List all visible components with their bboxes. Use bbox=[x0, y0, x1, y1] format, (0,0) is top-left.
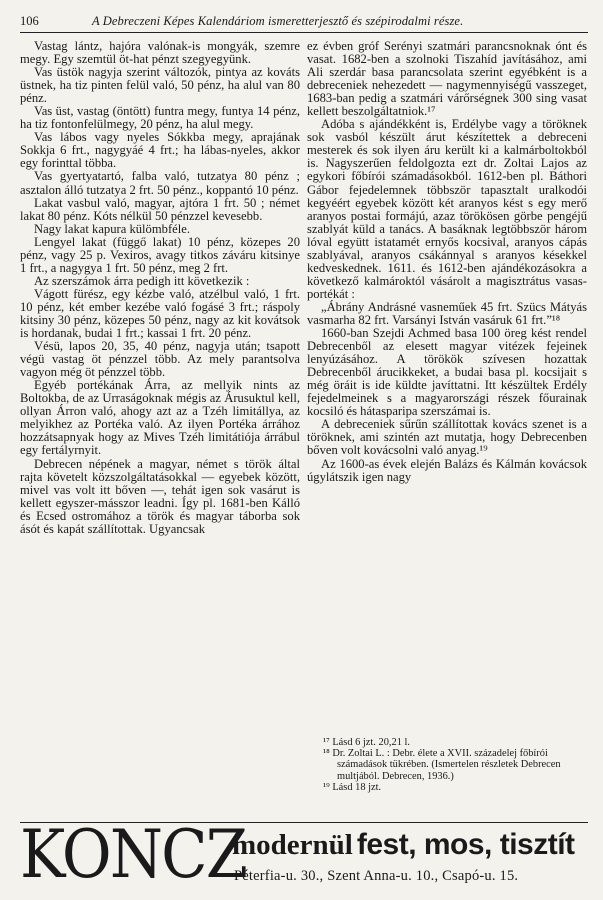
right-column bbox=[307, 40, 587, 484]
left-column-paragraph: Vésü, lapos 20, 35, 40 pénz, nagyja után; tsapott végü vastag öt pénzzel több. Az mely parantsolva vagyon még öt pénzzel több. bbox=[20, 339, 300, 380]
footnotes bbox=[307, 737, 587, 793]
advert-addresses: Péterfia-u. 30., Szent Anna-u. 10., Csapó-u. 15. bbox=[234, 868, 519, 884]
advertisement bbox=[20, 816, 588, 893]
left-column bbox=[20, 40, 300, 536]
left-column-paragraph: Vas gyertyatartó, falba való, tutzatya 80 pénz ; asztalon álló tutzatya 2 frt. 50 pénz., koppantó 10 pénz. bbox=[20, 169, 300, 197]
advert-slogan-main: fest, mos, tisztít bbox=[356, 828, 575, 861]
left-column-paragraph: Lengyel lakat (függő lakat) 10 pénz, közepes 20 pénz, vagy 25 p. Vexiros, avagy titkos záváru kitsinye 1 frt., a nagygya 1 frt. 50 pénz, meg 2 frt. bbox=[20, 234, 300, 275]
page-header bbox=[20, 10, 588, 33]
right-column-paragraph: Adóba s ajándékként is, Erdélybe vagy a töröknek sok vasból készült árut készítettek a debreceni mesterek és sok ilyen áru került ki a kalmárboltokból is. Nagyszerűen feldolgozta ezt dr. Zoltai Lajos az egykori főbírói számadásokból. 1612-ben pl. Báthori Gábor fejedelemnek többször tapasztalt uralkodói kegyéért egyebek között két aranyos kést s egy merő aranyos postai formájú, azaz törökösen görbe pengéjű szablyát küld a tanács. A basáknak legtöbbször három lóval együtt istatamét ernyős kocsival, aranyos cápás szablyával, aranyos csákánnyal s aranyos késekkel kedveskednek. 1611. és 1612-ben ajándékozásokra a következő kalmároktól vásárolt a magisztrátus vasas-portékát : bbox=[307, 117, 587, 301]
left-column-paragraph: Vastag lántz, hajóra valónak-is mongyák, szemre megy. Egy szemtül öt-hat pénzt szegyegyünk. bbox=[20, 39, 300, 67]
left-column-paragraph: Egyéb portékának Árra, az mellyik nints az Boltokba, de az Urraságoknak mégis az Árusuktul kell, ollyan Árron való, ahogy azt az a Tzéh limitállya, az melyikhez az Portéka való. Az ilyen Portéka árrához hozzátsapnyak hogy az Mives Tzéh limitátiója árrábul egy fertályrnyit. bbox=[20, 378, 300, 458]
right-column-paragraph: 1660-ban Szejdi Achmed basa 100 öreg kést rendel Debrecenből az elesett magyar vitézek fejeinek lenyúzásához. A törökök szívesen hozattak Debrecenből árucikkeket, a budai basa pl. kocsijait s még öráit is ide küldte javíttatni. Itt készültek Erdély fejedelmeinek s a magyarországi részek főurainak kocsiló és hátasparipa szerszámai is. bbox=[307, 326, 587, 419]
left-column-paragraph: Vas üst, vastag (öntött) funtra megy, funtya 14 pénz, ha tiz fontonfelülmegy, 20 pénz, ha alul megy. bbox=[20, 104, 300, 132]
advert-slogan bbox=[232, 828, 575, 862]
advert-logo: KONCZ bbox=[20, 816, 247, 893]
footnote: ¹⁷ Lásd 6 jzt. 20,21 l. bbox=[323, 737, 410, 748]
left-column-paragraph: Az szerszámok árra pedigh itt következik : bbox=[34, 273, 250, 288]
right-column-paragraph: Az 1600-as évek elején Balázs és Kálmán kovácsok úgylátszik igen nagy bbox=[307, 456, 587, 484]
right-column-paragraph: „Ábrány Andrásné vasneműek 45 frt. Szücs Mátyás vasmarha 82 frt. Varsányi István vasáruk 61 frt.”¹⁸ bbox=[307, 299, 587, 327]
footnote: ¹⁸ Dr. Zoltai L. : Debr. élete a XVII. századelej főbírói számadások tükrében. (Ismertelen részletek Debrecen multjából. Debrecen, 1936.) bbox=[323, 748, 561, 782]
advert-slogan-prefix: modernül bbox=[232, 829, 353, 861]
right-column-paragraph: A debreceniek sűrűn szállítottak kovács szenet is a töröknek, ami szintén azt mutatja, hogy Debrecenben bőven volt kovácsolni való anyag.¹⁹ bbox=[307, 417, 587, 458]
left-column-paragraph: Vas lábos vagy nyeles Sókkba megy, aprajának Sokkja 6 frt., nagygyáé 4 frt.; ha lábas-nyeles, akkor egy forinttal többa. bbox=[20, 130, 300, 171]
left-column-paragraph: Vas üstök nagyja szerint változók, pintya az kováts üstnek, ha tiz pinten felül való, 50 pénz, ha alul van 80 pénz. bbox=[20, 65, 300, 106]
right-column-paragraph: ez évben gróf Serényi szatmári parancsnoknak ónt és vasat. 1682-ben a szolnoki Tiszahíd javításához, ami Ali szerdár basa parancsolata szerint egyébként is a debreceniek nehezedett — nagymennyiségű vasszeget, 1683-ban pedig a szatmári várőrségnek 300 sing vasat kellett beszolgáltatniok.¹⁷ bbox=[307, 39, 587, 119]
footnote: ¹⁹ Lásd 18 jzt. bbox=[323, 781, 382, 793]
left-column-paragraph: Debrecen népének a magyar, német s török által rajta követelt közszolgáltatásokkal — egyebek között, mivel vas volt itt bőven —, tehát igen sok vasárut is kellett egyszer-másszor leadni. Így pl. 1681-ben Kálló és Ecsed ostromához a török és magyar táborba sok ásót és kapát szállítottak. Ugyancsak bbox=[20, 456, 300, 536]
page-number: 106 bbox=[20, 14, 39, 28]
left-column-paragraph: Nagy lakat kapura külömbféle. bbox=[34, 221, 190, 236]
left-column-paragraph: Vágott fürész, egy kézbe való, atzélbul való, 1 frt. 10 pénz, két ember kezébe való fogásé 3 frt.; ráspoly kitsiny 30 pénz, közepes 50 pénz, nagy az kit kovátsok is hordanak, budai 1 frt.; kassai 1 frt. 20 pénz. bbox=[20, 286, 300, 341]
left-column-paragraph: Lakat vasbul való, magyar, ajtóra 1 frt. 50 ; német lakat 80 pénz. Kóts nélkül 50 pénzzel kevesebb. bbox=[20, 195, 300, 223]
running-head: A Debreczeni Képes Kalendáriom ismeretterjesztő és szépirodalmi része. bbox=[92, 14, 464, 28]
